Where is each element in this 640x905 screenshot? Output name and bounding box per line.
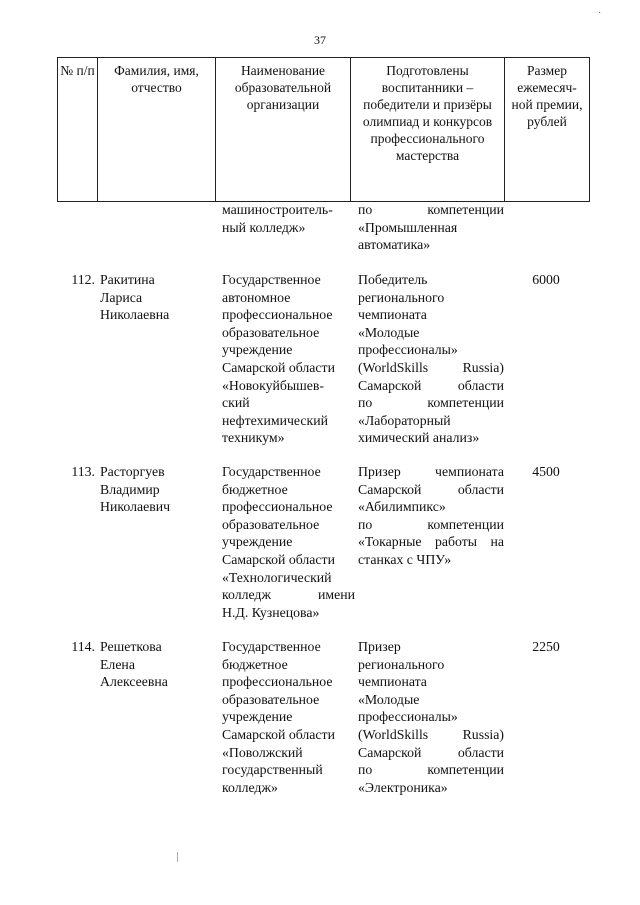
text-line: «Электроника» bbox=[358, 779, 448, 795]
text-line: Призер чемпионата bbox=[358, 464, 504, 479]
text-line: Призер bbox=[358, 639, 401, 654]
text-line: автономное bbox=[222, 289, 291, 305]
row-full-name bbox=[100, 271, 218, 324]
text-line: профессионалы» bbox=[358, 342, 458, 358]
scan-mark bbox=[177, 852, 178, 862]
row-achievement bbox=[358, 638, 504, 796]
text-line: профессиональное bbox=[222, 307, 333, 323]
text-line: по компетенции bbox=[358, 516, 504, 532]
row-achievement bbox=[358, 271, 504, 447]
text-line: Государственное bbox=[222, 464, 321, 479]
text-line: учреждение bbox=[222, 342, 293, 358]
text-line: бюджетное bbox=[222, 656, 288, 672]
text-line: (WorldSkills Russia) bbox=[358, 726, 504, 742]
text-line: «Промышленная bbox=[358, 219, 458, 235]
text-line: Самарской области bbox=[222, 551, 335, 567]
row-prize-amount: 6000 bbox=[532, 272, 560, 287]
text-line: Решеткова bbox=[100, 639, 162, 654]
continuation-achievement bbox=[358, 201, 504, 254]
text-line: бюджетное bbox=[222, 481, 288, 497]
text-line: Расторгуев bbox=[100, 464, 165, 479]
text-line: по компетенции bbox=[358, 202, 504, 217]
text-line: образовательное bbox=[222, 324, 320, 340]
table-header bbox=[57, 57, 590, 202]
row-organization bbox=[222, 271, 355, 447]
text-line: Самарской области bbox=[222, 726, 335, 742]
text-line: Николаевич bbox=[100, 499, 171, 515]
text-line: ный колледж» bbox=[222, 219, 306, 235]
scan-mark: · bbox=[598, 8, 602, 19]
row-number: 112. bbox=[71, 272, 95, 287]
text-line: образовательное bbox=[222, 691, 320, 707]
text-line: «Новокуйбышев- bbox=[222, 377, 325, 393]
row-number: 114. bbox=[71, 639, 95, 654]
text-line: ский bbox=[222, 395, 250, 411]
page-number: 37 bbox=[314, 33, 326, 47]
text-line: автоматика» bbox=[358, 237, 431, 253]
text-line: чемпионата bbox=[358, 674, 427, 690]
text-line: Владимир bbox=[100, 481, 160, 497]
text-line: Самарской области bbox=[358, 377, 504, 393]
text-line: колледж» bbox=[222, 779, 278, 795]
text-line: машиностроитель- bbox=[222, 202, 333, 217]
row-prize-amount: 2250 bbox=[532, 639, 560, 654]
text-line: образовательное bbox=[222, 516, 320, 532]
header-achievements: Подготовлены воспитанники – победители и призёры олимпиад и конкурсов профессионального мастерства bbox=[351, 58, 505, 202]
row-full-name bbox=[100, 463, 218, 516]
text-line: Государственное bbox=[222, 639, 321, 654]
text-line: государственный bbox=[222, 762, 323, 778]
text-line: станках с ЧПУ» bbox=[358, 551, 452, 567]
text-line: учреждение bbox=[222, 709, 293, 725]
text-line: Николаевна bbox=[100, 307, 170, 323]
text-line: «Молодые bbox=[358, 691, 420, 707]
text-line: Государственное bbox=[222, 272, 321, 287]
text-line: «Технологический bbox=[222, 569, 332, 585]
header-organization: Наименование образовательной организации bbox=[216, 58, 351, 202]
text-line: чемпионата bbox=[358, 307, 427, 323]
header-full-name: Фамилия, имя, отчество bbox=[98, 58, 216, 202]
text-line: Самарской области bbox=[222, 359, 335, 375]
text-line: профессионалы» bbox=[358, 709, 458, 725]
row-organization bbox=[222, 638, 355, 796]
text-line: колледж имени bbox=[222, 587, 355, 603]
text-line: нефтехимический bbox=[222, 412, 328, 428]
text-line: Победитель bbox=[358, 272, 428, 287]
text-line: регионального bbox=[358, 289, 445, 305]
text-line: Самарской области bbox=[358, 481, 504, 497]
text-line: учреждение bbox=[222, 534, 293, 550]
text-line: «Поволжский bbox=[222, 744, 303, 760]
row-organization bbox=[222, 463, 355, 621]
text-line: Елена bbox=[100, 656, 135, 672]
text-line: Ракитина bbox=[100, 272, 155, 287]
text-line: профессиональное bbox=[222, 499, 333, 515]
text-line: профессиональное bbox=[222, 674, 333, 690]
header-number: № п/п bbox=[58, 58, 98, 202]
text-line: (WorldSkills Russia) bbox=[358, 359, 504, 375]
text-line: Лариса bbox=[100, 289, 143, 305]
text-line: по компетенции bbox=[358, 395, 504, 411]
text-line: химический анализ» bbox=[358, 430, 480, 446]
text-line: «Лабораторный bbox=[358, 412, 451, 428]
row-full-name bbox=[100, 638, 218, 691]
text-line: Н.Д. Кузнецова» bbox=[222, 604, 320, 620]
row-prize-amount: 4500 bbox=[532, 464, 560, 479]
text-line: «Токарные работы на bbox=[358, 534, 504, 550]
text-line: регионального bbox=[358, 656, 445, 672]
row-achievement bbox=[358, 463, 504, 569]
row-number: 113. bbox=[71, 464, 95, 479]
continuation-organization bbox=[222, 201, 355, 236]
text-line: «Молодые bbox=[358, 324, 420, 340]
text-line: Алексеевна bbox=[100, 674, 168, 690]
text-line: «Абилимпикс» bbox=[358, 499, 446, 515]
header-prize-amount: Размер ежемесяч-ной премии, рублей bbox=[505, 58, 590, 202]
text-line: техникум» bbox=[222, 430, 285, 446]
text-line: по компетенции bbox=[358, 762, 504, 778]
text-line: Самарской области bbox=[358, 744, 504, 760]
